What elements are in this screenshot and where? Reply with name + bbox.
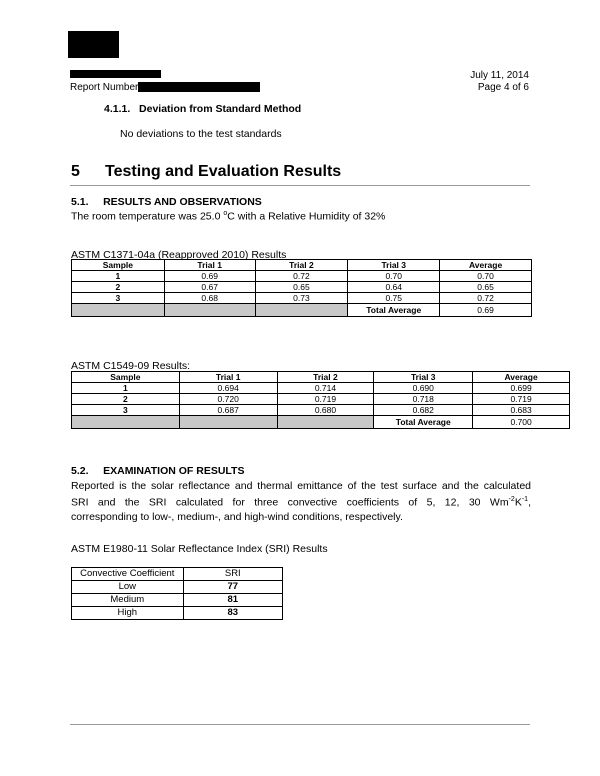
table-cell: 0.65 xyxy=(255,282,348,293)
table-cell-empty xyxy=(164,304,255,317)
table3-header-row xyxy=(72,568,283,581)
section-52-line1: Reported is the solar reflectance and thermal emittance of the test surface and the calculated xyxy=(71,480,531,492)
table-cell: High xyxy=(72,607,184,620)
table1-header-trial3: Trial 3 xyxy=(348,260,440,271)
room-text-after: C with a Relative Humidity of 32% xyxy=(227,210,386,223)
footer-rule xyxy=(70,724,530,725)
table1-header-sample: Sample xyxy=(72,260,165,271)
table1-header-average: Average xyxy=(440,260,532,271)
section-411-text: No deviations to the test standards xyxy=(120,128,282,140)
table1-total-row xyxy=(72,304,532,317)
table3-header-sri: SRI xyxy=(183,568,282,581)
section-5-title: Testing and Evaluation Results xyxy=(105,163,342,180)
table-cell: 0.72 xyxy=(255,271,348,282)
table-row xyxy=(72,607,283,620)
table-cell-empty xyxy=(255,304,348,317)
table2-total-row xyxy=(72,416,570,429)
table-cell: 0.70 xyxy=(348,271,440,282)
table-cell: 0.718 xyxy=(374,394,473,405)
table2-total-label: Total Average xyxy=(374,416,473,429)
table-cell: Medium xyxy=(72,594,184,607)
table-row xyxy=(72,282,532,293)
table3-caption: ASTM E1980-11 Solar Reflectance Index (SRI) Results xyxy=(71,543,328,555)
line2-sup1: -2 xyxy=(508,496,515,503)
table2-header-trial1: Trial 1 xyxy=(179,372,277,383)
table2-header-average: Average xyxy=(473,372,570,383)
table2-header-trial2: Trial 2 xyxy=(277,372,374,383)
table-cell: 0.680 xyxy=(277,405,374,416)
table1-header-row xyxy=(72,260,532,271)
table-cell: 3 xyxy=(72,405,180,416)
section-411-heading: 4.1.1. Deviation from Standard Method xyxy=(104,103,302,115)
table-cell: 0.70 xyxy=(440,271,532,282)
report-number-label: Report Number xyxy=(70,82,139,93)
table-cell: 0.64 xyxy=(348,282,440,293)
report-date: July 11, 2014 xyxy=(470,70,529,81)
table3-header-coefficient: Convective Coefficient xyxy=(72,568,184,581)
table-cell: 83 xyxy=(183,607,282,620)
table2-header-trial3: Trial 3 xyxy=(374,372,473,383)
table-cell: 0.690 xyxy=(374,383,473,394)
redacted-company-name xyxy=(70,70,161,78)
table-cell: Low xyxy=(72,581,184,594)
table-cell: 1 xyxy=(72,383,180,394)
table-cell-empty xyxy=(72,416,180,429)
table-row xyxy=(72,383,570,394)
table-cell: 0.67 xyxy=(164,282,255,293)
line2-sup2: -1 xyxy=(521,496,529,503)
table-cell: 1 xyxy=(72,271,165,282)
room-conditions-text xyxy=(71,210,385,223)
table-cell: 0.72 xyxy=(440,293,532,304)
table-row xyxy=(72,594,283,607)
table-row xyxy=(72,293,532,304)
table-row xyxy=(72,405,570,416)
section-52-line2 xyxy=(71,493,531,510)
table1-total-value: 0.69 xyxy=(440,304,532,317)
table-row xyxy=(72,581,283,594)
table1-caption: ASTM C1371-04a (Reapproved 2010) Results xyxy=(71,249,287,261)
table-cell: 0.68 xyxy=(164,293,255,304)
table-cell-empty xyxy=(277,416,374,429)
table-row xyxy=(72,271,532,282)
table-cell: 0.65 xyxy=(440,282,532,293)
table-cell: 2 xyxy=(72,394,180,405)
line2-text-b: K xyxy=(514,496,522,509)
table-row xyxy=(72,394,570,405)
table2-caption: ASTM C1549-09 Results: xyxy=(71,360,191,372)
table-cell: 0.719 xyxy=(473,394,570,405)
table-cell: 0.75 xyxy=(348,293,440,304)
table1-header-trial2: Trial 2 xyxy=(255,260,348,271)
table-cell: 0.73 xyxy=(255,293,348,304)
table-cell: 0.683 xyxy=(473,405,570,416)
redacted-logo xyxy=(68,31,119,58)
table-cell: 0.699 xyxy=(473,383,570,394)
table-cell: 0.687 xyxy=(179,405,277,416)
section-5-rule xyxy=(70,185,530,186)
table1-total-label: Total Average xyxy=(348,304,440,317)
table2-total-value: 0.700 xyxy=(473,416,570,429)
table-cell: 0.694 xyxy=(179,383,277,394)
table-cell: 0.69 xyxy=(164,271,255,282)
table-cell: 2 xyxy=(72,282,165,293)
section-51-heading: 5.1. RESULTS AND OBSERVATIONS xyxy=(71,196,262,208)
table2-header-row xyxy=(72,372,570,383)
table-cell: 81 xyxy=(183,594,282,607)
section-52-heading: 5.2. EXAMINATION OF RESULTS xyxy=(71,465,245,477)
table-cell: 3 xyxy=(72,293,165,304)
table-cell: 0.719 xyxy=(277,394,374,405)
page-indicator: Page 4 of 6 xyxy=(477,82,529,93)
table-cell: 0.682 xyxy=(374,405,473,416)
redacted-report-number xyxy=(138,82,260,92)
table-cell: 0.720 xyxy=(179,394,277,405)
table3 xyxy=(71,567,283,620)
section-52-line3: corresponding to low-, medium-, and high-wind conditions, respectively. xyxy=(71,510,403,523)
section-52-paragraph xyxy=(71,479,531,524)
table-cell: 77 xyxy=(183,581,282,594)
line2-text-c: , xyxy=(528,496,531,509)
degree-superscript: o xyxy=(223,210,228,217)
line2-text-a: SRI and the SRI calculated for three convective coefficients of 5, 12, 30 Wm xyxy=(71,496,509,509)
table1-header-trial1: Trial 1 xyxy=(164,260,255,271)
table-cell-empty xyxy=(179,416,277,429)
table2-header-sample: Sample xyxy=(72,372,180,383)
table-cell: 0.714 xyxy=(277,383,374,394)
table-cell-empty xyxy=(72,304,165,317)
room-text-before: The room temperature was 25.0 xyxy=(71,210,224,223)
table1 xyxy=(71,259,532,317)
section-5-number: 5 xyxy=(71,163,80,180)
table2 xyxy=(71,371,570,429)
